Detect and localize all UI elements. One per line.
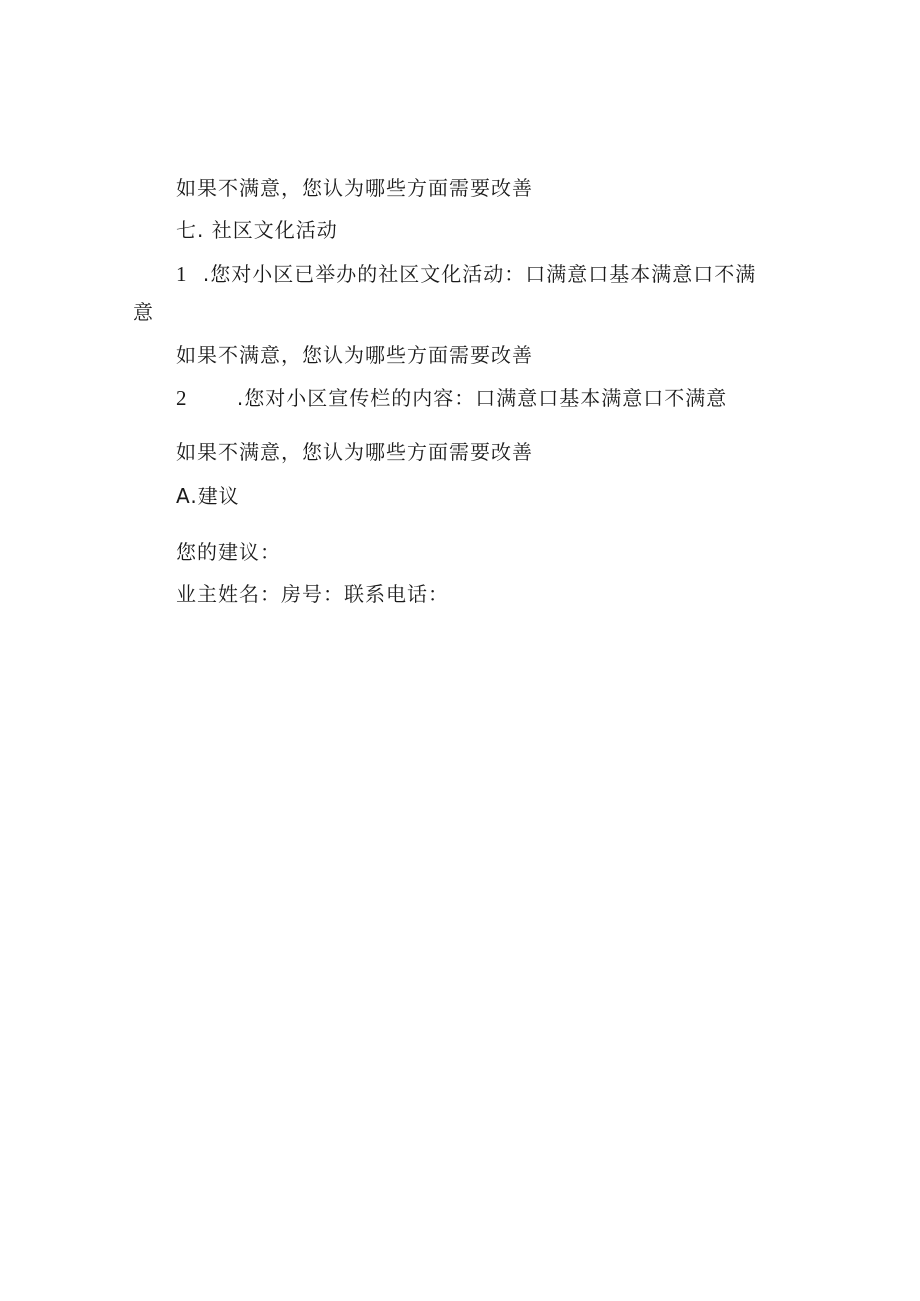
improvement-question-text: 如果不满意，您认为哪些方面需要改善 [176, 176, 533, 200]
question-1-wrap: 意 [133, 300, 154, 324]
section-heading-suggestion: A.建议 [176, 484, 240, 508]
question-1-text: .您对小区已举办的社区文化活动：口满意口基本满意口不满 [202, 262, 757, 286]
question-2-followup: 如果不满意，您认为哪些方面需要改善 [176, 440, 533, 464]
question-2-number: 2 [176, 386, 188, 410]
owner-info-label: 业主姓名：房号：联系电话： [176, 582, 449, 606]
your-suggestion-label: 您的建议： [176, 540, 281, 564]
section-heading-culture: 七. 社区文化活动 [176, 218, 338, 242]
question-2-text: .您对小区宣传栏的内容：口满意口基本满意口不满意 [236, 386, 728, 410]
question-2 [176, 386, 727, 410]
question-1 [176, 262, 756, 286]
question-1-followup: 如果不满意，您认为哪些方面需要改善 [176, 343, 533, 367]
question-1-number: 1 [176, 262, 188, 286]
